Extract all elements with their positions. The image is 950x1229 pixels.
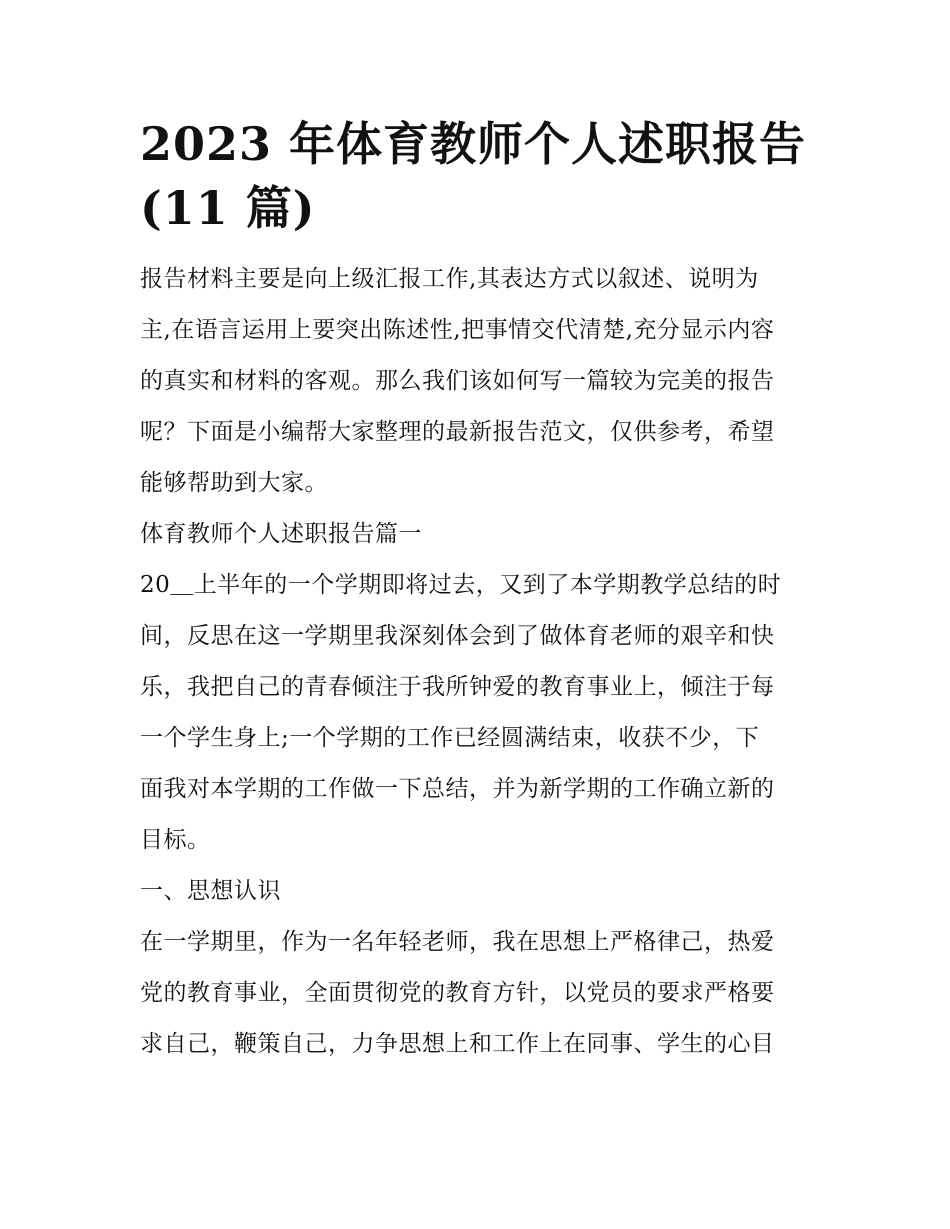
text-line: 20＿上半年的一个学期即将过去，又到了本学期教学总结的时 bbox=[140, 572, 782, 598]
intro-paragraph bbox=[140, 254, 812, 509]
title-line: (11 篇) bbox=[140, 181, 316, 235]
text-line: 目标。 bbox=[140, 827, 211, 853]
body-paragraph bbox=[140, 560, 812, 866]
text-line: 呢？下面是小编帮大家整理的最新报告范文，仅供参考，希望 bbox=[140, 419, 775, 445]
text-line: 间，反思在这一学期里我深刻体会到了做体育老师的艰辛和快 bbox=[140, 623, 775, 649]
document-page bbox=[140, 112, 812, 1070]
text-line: 面我对本学期的工作做一下总结，并为新学期的工作确立新的 bbox=[140, 776, 775, 802]
subheading: 一、思想认识 bbox=[140, 878, 281, 904]
title-line: 2023 年体育教师个人述职报告 bbox=[140, 117, 807, 171]
text-line: 在一学期里，作为一名年轻老师，我在思想上严格律己，热爱 bbox=[140, 929, 775, 955]
text-line: 一个学生身上;一个学期的工作已经圆满结束，收获不少，下 bbox=[140, 725, 760, 751]
document-title bbox=[140, 112, 812, 240]
body-paragraph-2 bbox=[140, 917, 812, 1070]
text-line: 主,在语言运用上要突出陈述性,把事情交代清楚,充分显示内容 bbox=[140, 317, 775, 343]
section-title: 体育教师个人述职报告篇一 bbox=[140, 521, 422, 547]
text-line: 报告材料主要是向上级汇报工作,其表达方式以叙述、说明为 bbox=[140, 266, 759, 292]
text-line: 能够帮助到大家。 bbox=[140, 470, 328, 496]
text-line: 的真实和材料的客观。那么我们该如何写一篇较为完美的报告 bbox=[140, 368, 775, 394]
text-line: 乐，我把自己的青春倾注于我所钟爱的教育事业上，倾注于每 bbox=[140, 674, 775, 700]
text-line: 求自己，鞭策自己，力争思想上和工作上在同事、学生的心目 bbox=[140, 1031, 775, 1057]
text-line: 党的教育事业，全面贯彻党的教育方针，以党员的要求严格要 bbox=[140, 980, 775, 1006]
